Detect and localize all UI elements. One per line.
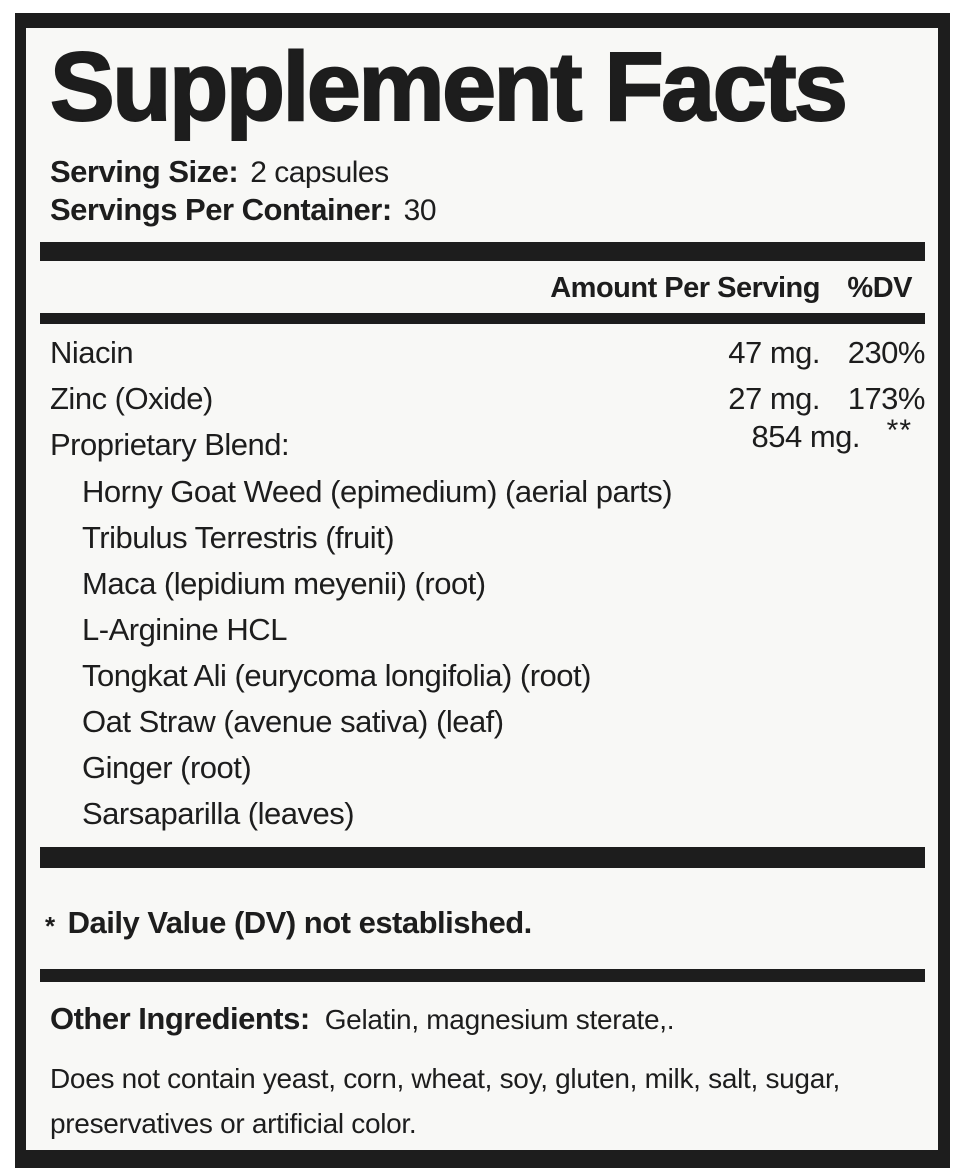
- other-ingredients-value: Gelatin, magnesium sterate,.: [324, 1004, 675, 1035]
- table-header-row: [50, 271, 925, 305]
- other-ingredients-line: [50, 999, 925, 1045]
- other-ingredients-label: Other Ingredients:: [50, 1001, 310, 1036]
- dv-header: %DV: [847, 272, 912, 304]
- table-row-proprietary-blend: [50, 414, 925, 469]
- disclaimer-line-2: preservatives or artificial color.: [50, 1108, 417, 1139]
- nutrient-dv: **: [886, 414, 912, 447]
- blend-ingredient: Oat Straw (avenue sativa) (leaf): [82, 704, 504, 739]
- serving-info: [50, 153, 925, 229]
- servings-per-container-line: [50, 191, 925, 229]
- supplement-facts-panel: [15, 13, 950, 1168]
- nutrient-name: Proprietary Blend:: [50, 427, 290, 462]
- nutrient-amount: 47 mg.: [728, 335, 820, 370]
- nutrient-name: Zinc (Oxide): [50, 381, 213, 416]
- blend-ingredient: Ginger (root): [82, 750, 252, 785]
- daily-value-footnote: [45, 902, 925, 945]
- divider-bar-thick-middle: [40, 847, 925, 868]
- divider-bar-thick-top: [40, 242, 925, 261]
- nutrient-dv: 173%: [847, 381, 925, 416]
- divider-bar-thin-header: [40, 313, 925, 324]
- daily-value-footnote-text: Daily Value (DV) not established.: [67, 905, 532, 940]
- nutrient-name: Niacin: [50, 335, 134, 370]
- servings-per-container-value: 30: [403, 194, 437, 227]
- blend-ingredient: Horny Goat Weed (epimedium) (aerial parts): [82, 474, 673, 509]
- serving-size-line: [50, 153, 925, 191]
- blend-ingredient: Tongkat Ali (eurycoma longifolia) (root): [82, 658, 591, 693]
- serving-size-value: 2 capsules: [250, 156, 389, 189]
- blend-ingredient: Maca (lepidium meyenii) (root): [82, 566, 486, 601]
- disclaimer-line-1: Does not contain yeast, corn, wheat, soy, gluten, milk, salt, sugar,: [50, 1063, 840, 1094]
- nutrient-dv: 230%: [847, 335, 925, 370]
- asterisk-marker: *: [45, 911, 55, 941]
- blend-ingredient-list: [82, 469, 925, 837]
- nutrient-amount: 854 mg.: [751, 419, 860, 454]
- blend-ingredient: Sarsaparilla (leaves): [82, 796, 355, 831]
- divider-bar-thin-bottom: [40, 969, 925, 982]
- blend-ingredient: Tribulus Terrestris (fruit): [82, 520, 395, 555]
- table-row-niacin: [50, 330, 925, 376]
- nutrient-amount: 27 mg.: [728, 381, 820, 416]
- allergen-disclaimer: [50, 1056, 925, 1146]
- nutrient-rows: [26, 330, 938, 469]
- panel-title: Supplement Facts: [50, 32, 846, 141]
- amount-per-serving-header: Amount Per Serving: [550, 272, 820, 304]
- blend-ingredient: L-Arginine HCL: [82, 612, 287, 647]
- servings-per-container-label: Servings Per Container:: [50, 192, 392, 227]
- serving-size-label: Serving Size:: [50, 154, 239, 189]
